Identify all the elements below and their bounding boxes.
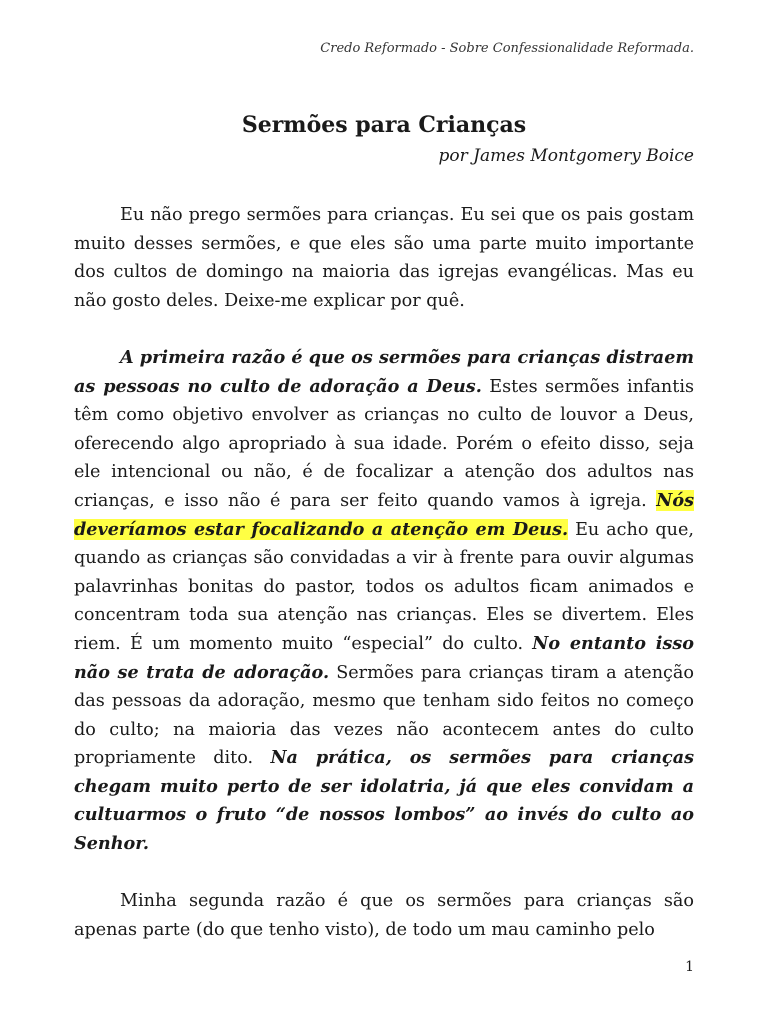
paragraph-3: Minha segunda razão é que os sermões para crianças são apenas parte (do que tenho visto), de todo um mau caminho pelo: [74, 891, 694, 940]
running-header: Credo Reformado - Sobre Confessionalidade Reformada.: [320, 41, 694, 56]
bold-italic-statement: Na prática, os sermões para crianças chegam muito perto de ser idolatria, já que eles convidam a cultuarmos o fruto “de nossos lombos” ao invés do culto ao Senhor.: [74, 747, 694, 855]
bold-italic-statement: No entanto isso não se trata de adoração.: [74, 632, 694, 683]
page-number: 1: [685, 959, 694, 975]
paragraph-text: Eu acho que, quando as crianças são convidadas a vir à frente para ouvir algumas palavrinhas bonitas do pastor, todos os adultos ficam animados e concentram toda sua atenção nas crianças. Eles se divertem. Eles riem. É um momento muito “especial” do culto.: [74, 519, 694, 654]
paragraph-text: Sermões para crianças tiram a atenção das pessoas da adoração, mesmo que tenham sido feitos no começo do culto; na maioria das vezes não acontecem antes do culto propriamente dito.: [74, 662, 694, 769]
paragraph-text: Estes sermões infantis têm como objetivo envolver as crianças no culto de louvor a Deus, oferecendo algo apropriado à sua idade. Porém o efeito disso, seja ele intencional ou não, é de focalizar a atenção dos adultos nas crianças, e isso não é para ser feito quando vamos à igreja.: [74, 376, 694, 511]
paragraph-2: [74, 344, 694, 859]
article-title: Sermões para Crianças: [241, 112, 527, 138]
article-body: [74, 201, 694, 973]
highlighted-statement: Nós deveríamos estar focalizando a atenção em Deus.: [74, 489, 694, 540]
paragraph-1: Eu não prego sermões para crianças. Eu sei que os pais gostam muito desses sermões, e que eles são uma parte muito importante dos cultos de domingo na maioria das igrejas evangélicas. Mas eu não gosto deles. Deixe-me explicar por quê.: [74, 205, 694, 311]
bold-italic-statement: A primeira razão é que os sermões para crianças distraem as pessoas no culto de adoração a Deus.: [74, 346, 694, 397]
article-byline: por James Montgomery Boice: [438, 146, 694, 166]
